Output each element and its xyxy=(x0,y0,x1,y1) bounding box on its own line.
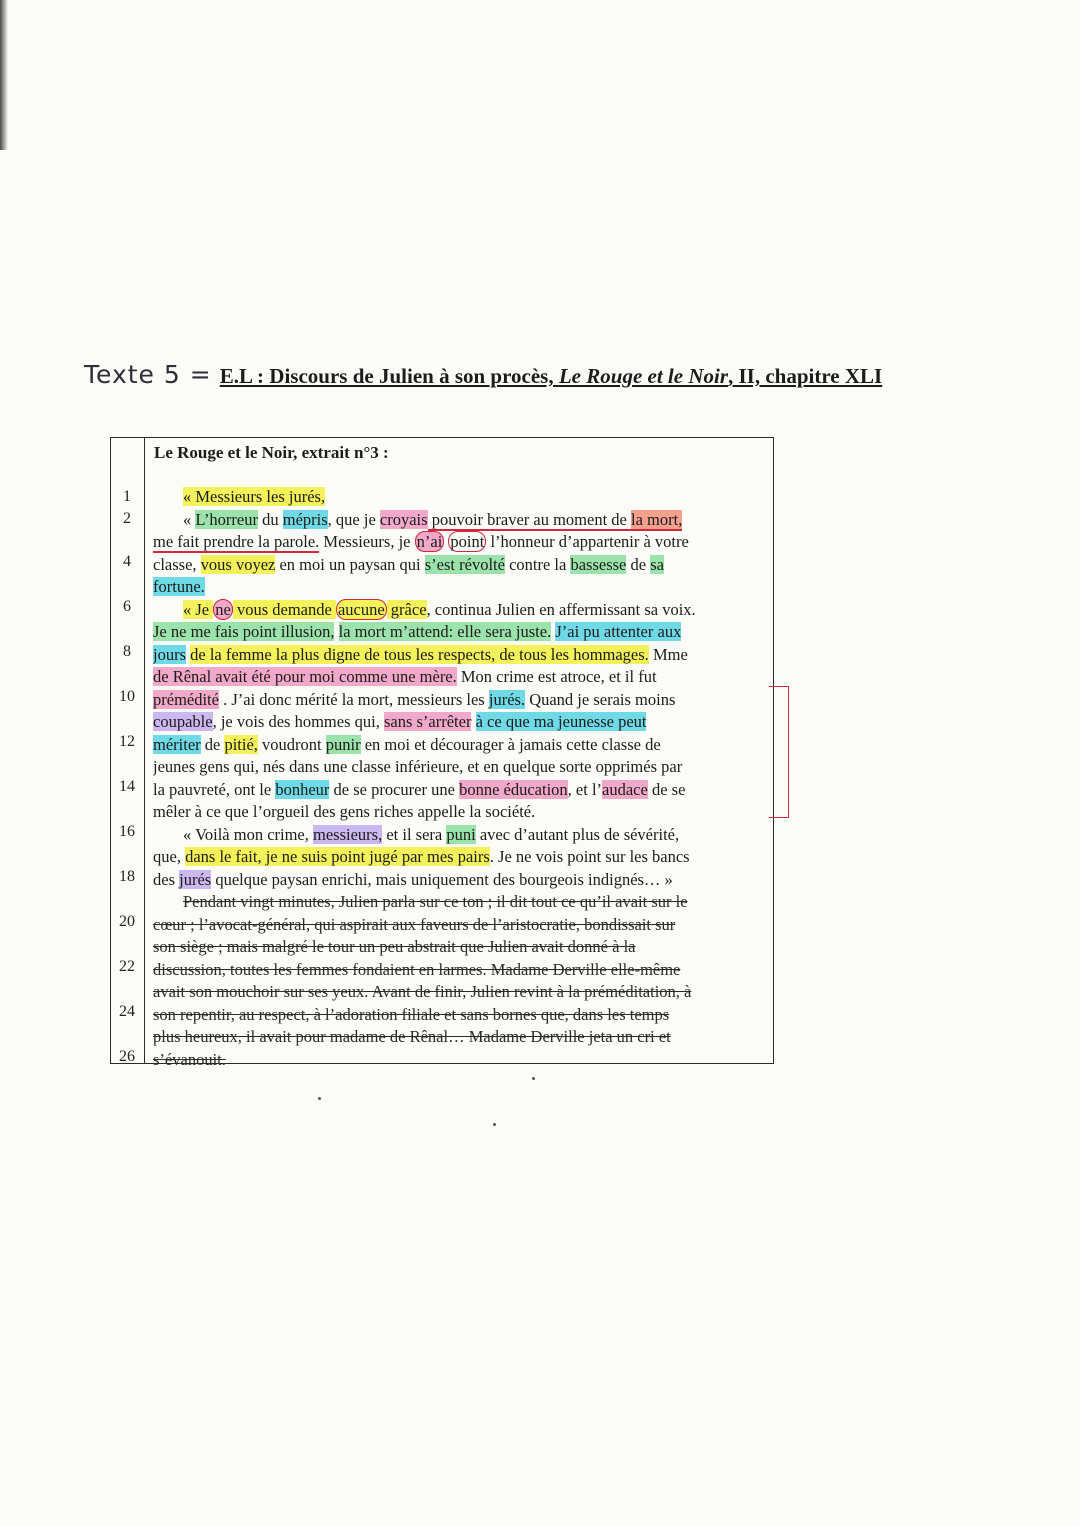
text-segment: , que je xyxy=(327,509,380,529)
text-line xyxy=(153,936,769,959)
highlighted-text: de la femme la plus digne de tous les respects, de tous les hommages. xyxy=(190,644,649,664)
text-line xyxy=(153,621,769,644)
text-line xyxy=(153,666,769,689)
text-segment: son siège ; mais malgré le tour un peu abstrait que Julien avait donné à la xyxy=(153,937,636,956)
line-number: 10 xyxy=(119,688,135,705)
highlighted-text: punir xyxy=(325,734,361,754)
highlighted-text: J’ai pu attenter aux xyxy=(555,622,682,641)
text-line xyxy=(153,486,769,509)
line-number: 6 xyxy=(123,598,131,615)
highlighted-text: mépris xyxy=(282,509,328,529)
scan-speck xyxy=(493,1123,496,1126)
text-segment: « Voilà mon crime, xyxy=(183,824,314,844)
scan-speck xyxy=(532,1077,535,1080)
text-segment: jeunes gens qui, nés dans une classe inférieure, et en quelque sorte opprimés par xyxy=(153,757,683,776)
document-title xyxy=(220,364,883,388)
text-segment: en moi un paysan qui xyxy=(275,554,425,574)
text-line xyxy=(153,959,769,982)
text-segment: l’honneur d’appartenir à votre xyxy=(486,532,689,551)
text-segment: Mon crime est atroce, et il fut xyxy=(456,667,657,686)
highlighted-text: jurés xyxy=(179,869,212,889)
text-segment: du xyxy=(258,509,283,529)
text-segment: avait son mouchoir sur ses yeux. Avant de finir, Julien revint à la préméditation, à xyxy=(153,982,692,1001)
line-number: 22 xyxy=(119,958,135,975)
text-line xyxy=(153,914,769,937)
highlighted-text: coupable xyxy=(153,712,213,731)
handwritten-label: Texte 5 = xyxy=(84,360,212,389)
highlighted-text: de Rênal avait été pour moi comme une mère. xyxy=(153,667,457,686)
highlighted-text: mériter xyxy=(153,734,201,754)
text-line xyxy=(153,734,769,757)
highlighted-text: s’est révolté xyxy=(424,554,505,574)
text-segment: de se procurer une xyxy=(329,779,460,799)
line-number: 12 xyxy=(119,733,135,750)
highlighted-text: messieurs, xyxy=(313,824,383,844)
text-segment: , et l’ xyxy=(567,779,603,799)
highlighted-text: croyais xyxy=(379,509,428,529)
highlighted-text: puni xyxy=(446,824,476,844)
highlighted-text: la mort m’attend: elle sera juste. xyxy=(338,622,552,641)
highlighted-text: fortune. xyxy=(153,577,205,596)
line-number: 14 xyxy=(119,778,135,795)
highlighted-text: aucune xyxy=(337,599,385,619)
text-line xyxy=(153,509,769,532)
extract-title: Le Rouge et le Noir, extrait n°3 : xyxy=(154,443,389,462)
text-line xyxy=(153,779,769,802)
text-line xyxy=(153,891,769,914)
text-segment: de xyxy=(200,734,225,754)
highlighted-text: bonne éducation xyxy=(459,779,568,799)
text-segment: plus heureux, il avait pour madame de Rênal… Madame Derville jeta un cri et xyxy=(153,1027,671,1046)
text-line xyxy=(153,846,769,869)
text-segment: Pendant vingt minutes, Julien parla sur ce ton ; il dit tout ce qu’il avait sur le xyxy=(183,892,688,911)
text-segment: de xyxy=(626,554,651,574)
text-segment: me fait prendre la parole. xyxy=(153,532,320,551)
text-segment: voudront xyxy=(257,734,326,754)
text-line xyxy=(153,801,769,824)
scan-speck xyxy=(318,1097,321,1100)
highlighted-text: bonheur xyxy=(275,779,330,799)
text-segment: que, xyxy=(153,847,186,866)
text-segment: la pauvreté, ont le xyxy=(153,779,276,799)
highlighted-text: prémédité xyxy=(153,689,219,709)
text-segment: son repentir, au respect, à l’adoration filiale et sans bornes que, dans les temps xyxy=(153,1004,670,1024)
text-line xyxy=(153,1004,769,1027)
text-segment: « xyxy=(183,509,196,529)
line-number: 26 xyxy=(119,1048,135,1065)
line-number-column xyxy=(111,438,145,1063)
highlighted-text: la mort, xyxy=(631,509,683,529)
title-suffix: , II, chapitre XLI xyxy=(728,364,883,388)
extract-frame xyxy=(110,437,774,1069)
highlighted-text: Je ne me fais point illusion, xyxy=(153,622,335,641)
highlighted-text: dans le fait, je ne suis point jugé par mes pairs xyxy=(185,847,490,866)
highlighted-text: L’horreur xyxy=(195,509,258,529)
text-segment: en moi et décourager à jamais cette classe de xyxy=(360,734,661,754)
text-segment: point xyxy=(450,532,485,551)
text-line xyxy=(153,599,769,622)
text-segment: , je vois des hommes qui, xyxy=(212,712,384,731)
highlighted-text: à ce que ma jeunesse peut xyxy=(475,712,647,731)
text-line xyxy=(153,1026,769,1049)
highlighted-text: sa xyxy=(650,554,664,574)
text-segment: des xyxy=(153,869,180,889)
scan-edge-shadow xyxy=(0,0,8,150)
highlighted-text: pitié, xyxy=(224,734,258,754)
highlighted-text: « Je xyxy=(183,599,214,619)
text-line xyxy=(153,554,769,577)
text-line xyxy=(153,689,769,712)
text-line xyxy=(153,824,769,847)
line-number: 24 xyxy=(119,1003,135,1020)
line-number: 1 xyxy=(123,488,131,505)
highlighted-text: vous demande xyxy=(232,599,336,619)
line-number: 16 xyxy=(119,823,135,840)
text-line xyxy=(153,1049,769,1072)
text-segment: classe, xyxy=(153,554,201,574)
title-prefix: E.L : Discours de Julien à son procès, xyxy=(219,364,559,388)
text-segment xyxy=(334,622,338,641)
line-number: 8 xyxy=(123,643,131,660)
text-segment xyxy=(471,712,475,731)
text-line xyxy=(153,644,769,667)
highlighted-text: grâce xyxy=(386,599,427,619)
text-segment: cœur ; l’avocat-général, qui aspirait aux faveurs de l’aristocratie, bondissait sur xyxy=(153,914,676,934)
text-segment: s’évanouit. xyxy=(153,1049,226,1069)
text-segment: Messieurs, je xyxy=(319,532,415,551)
text-segment: Mme xyxy=(648,644,688,664)
text-line xyxy=(153,869,769,892)
red-bracket-annotation xyxy=(769,686,789,818)
line-number: 18 xyxy=(119,868,135,885)
page-header xyxy=(84,360,904,394)
text-line xyxy=(153,531,769,554)
text-segment: pouvoir braver au moment de xyxy=(427,509,632,529)
text-segment: de se xyxy=(647,779,686,799)
text-line xyxy=(153,576,769,599)
highlighted-text: sans s’arrêter xyxy=(383,712,472,731)
line-number: 4 xyxy=(123,553,131,570)
text-segment: . Je ne vois point sur les bancs xyxy=(489,847,690,866)
highlighted-text: vous voyez xyxy=(200,554,276,574)
text-segment: avec d’autant plus de sévérité, xyxy=(475,824,680,844)
extract-text xyxy=(153,486,769,1071)
highlighted-text: jurés. xyxy=(488,689,526,709)
text-line xyxy=(153,756,769,779)
text-segment: discussion, toutes les femmes fondaient en larmes. Madame Derville elle-même xyxy=(153,959,681,979)
line-number: 20 xyxy=(119,913,135,930)
text-segment: et il sera xyxy=(382,824,447,844)
title-work: Le Rouge et le Noir xyxy=(558,364,728,388)
highlighted-text: ne xyxy=(215,599,231,619)
text-segment: , continua Julien en affermissant sa voix. xyxy=(426,599,696,619)
highlighted-text: n’ai xyxy=(416,532,443,551)
text-segment: . J’ai donc mérité la mort, messieurs les xyxy=(218,689,489,709)
highlighted-text: « Messieurs les jurés, xyxy=(183,487,326,506)
text-segment: mêler à ce que l’orgueil des gens riches appelle la société. xyxy=(153,802,536,821)
text-line xyxy=(153,711,769,734)
text-segment: contre la xyxy=(504,554,571,574)
text-segment: Quand je serais moins xyxy=(525,689,676,709)
text-line xyxy=(153,981,769,1004)
highlighted-text: audace xyxy=(602,779,648,799)
highlighted-text: bassesse xyxy=(570,554,627,574)
line-number: 2 xyxy=(123,510,131,527)
text-segment: quelque paysan enrichi, mais uniquement des bourgeois indignés… » xyxy=(211,869,673,889)
highlighted-text: jours xyxy=(153,644,186,664)
